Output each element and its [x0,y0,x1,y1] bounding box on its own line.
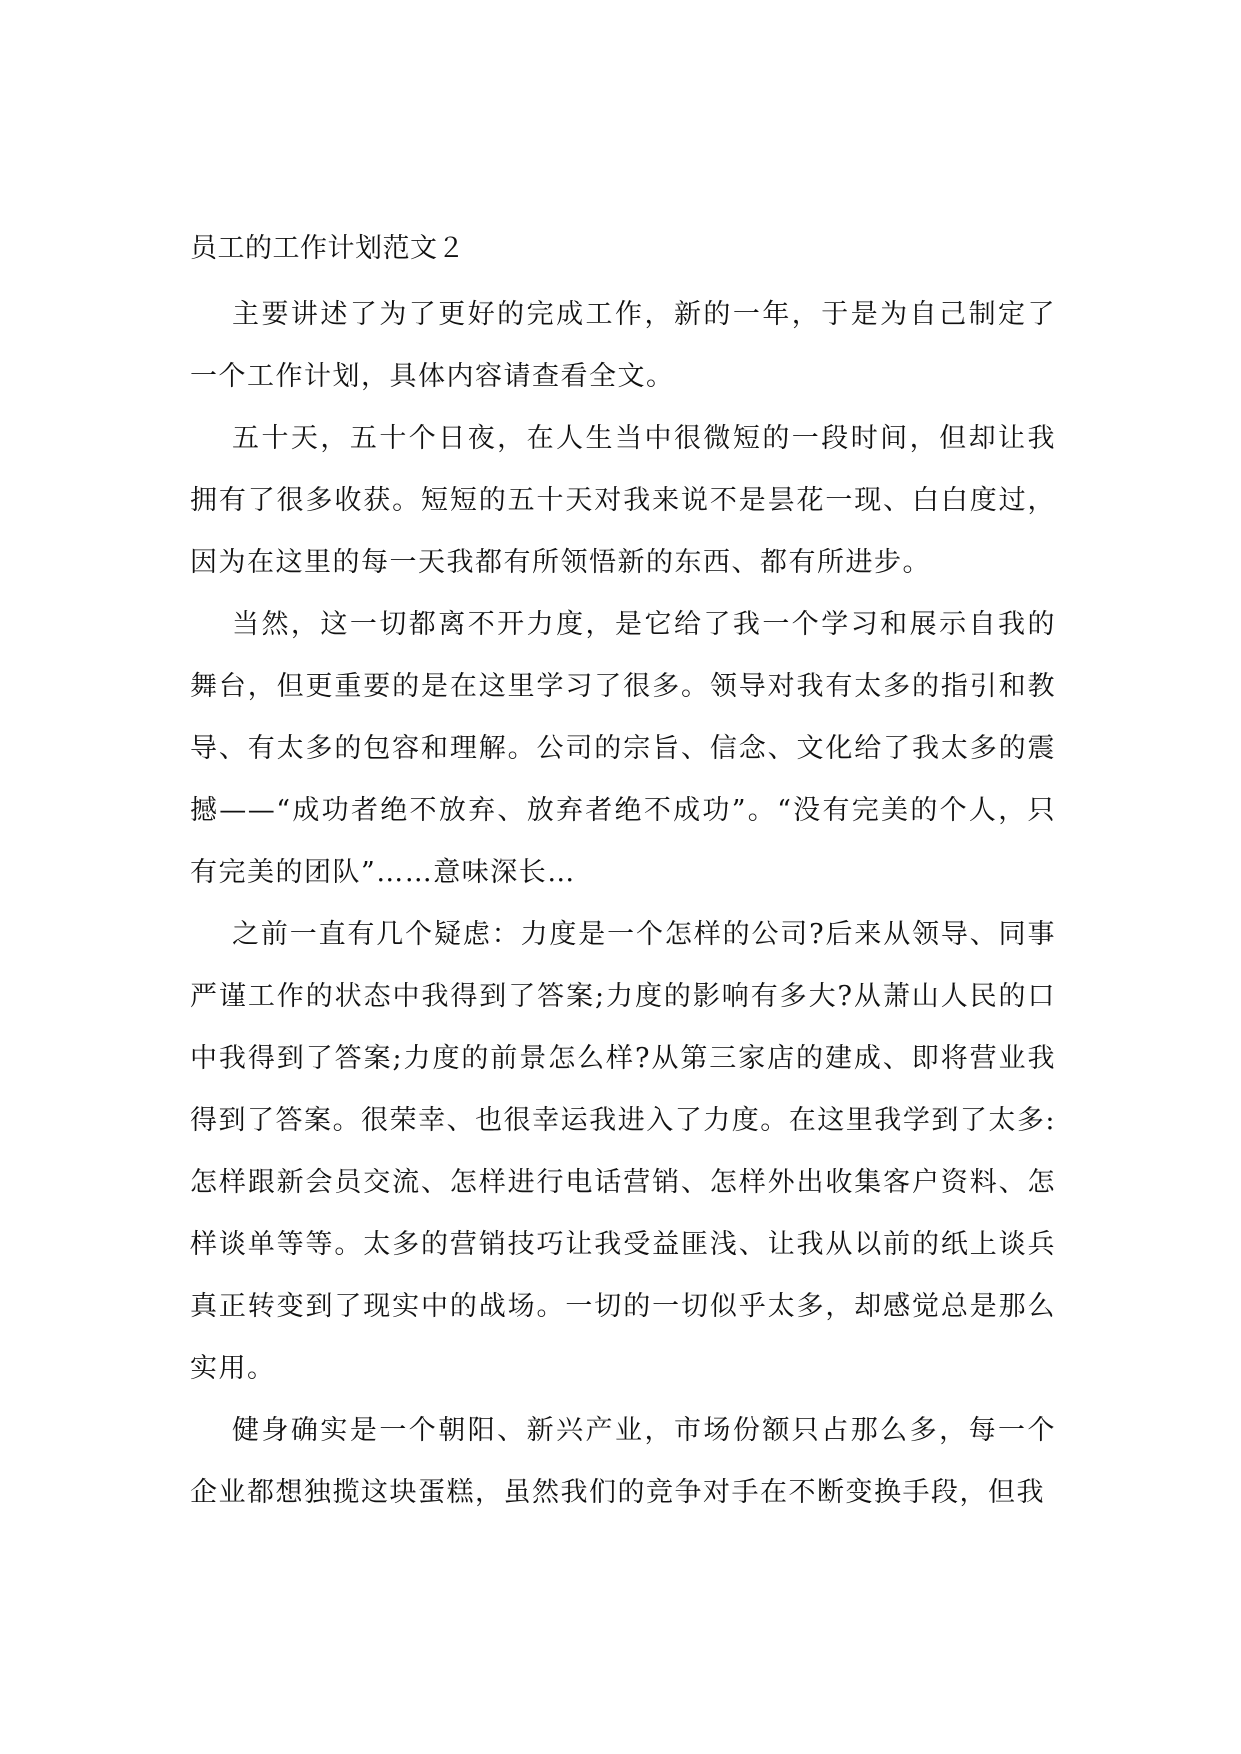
document-title: 员工的工作计划范文２ [190,233,465,264]
paragraph-fitness-industry: 健身确实是一个朝阳、新兴产业，市场份额只占那么多，每一个企业都想独揽这块蛋糕，虽然我们的竞争对手在不断变换手段，但我 [190,1415,1056,1508]
paragraph-intro: 主要讲述了为了更好的完成工作，新的一年，于是为自己制定了一个工作计划，具体内容请查看全文。 [190,299,1056,392]
document-body [190,226,1056,1524]
paragraph-doubts-and-learning: 之前一直有几个疑虑：力度是一个怎样的公司?后来从领导、同事严谨工作的状态中我得到了答案;力度的影响有多大?从萧山人民的口中我得到了答案;力度的前景怎么样?从第三家店的建成、即将营业我得到了答案。很荣幸、也很幸运我进入了力度。在这里我学到了太多: 怎样跟新会员交流、怎样进行电话营销、怎样外出收集客户资料、怎样谈单等等。太多的营销技巧让我受益匪浅、让我从以前的纸上谈兵真正转变到了现实中的战场。一切的一切似乎太多，却感觉总是那么实用。 [190,919,1056,1384]
paragraph-company-culture: 当然，这一切都离不开力度，是它给了我一个学习和展示自我的舞台，但更重要的是在这里学习了很多。领导对我有太多的指引和教导、有太多的包容和理解。公司的宗旨、信念、文化给了我太多的震撼——“成功者绝不放弃、放弃者绝不成功”。“没有完美的个人，只有完美的团队”……意味深长… [190,609,1056,888]
paragraph-fifty-days: 五十天，五十个日夜，在人生当中很微短的一段时间，但却让我拥有了很多收获。短短的五十天对我来说不是昙花一现、白白度过，因为在这里的每一天我都有所领悟新的东西、都有所进步。 [190,423,1056,578]
